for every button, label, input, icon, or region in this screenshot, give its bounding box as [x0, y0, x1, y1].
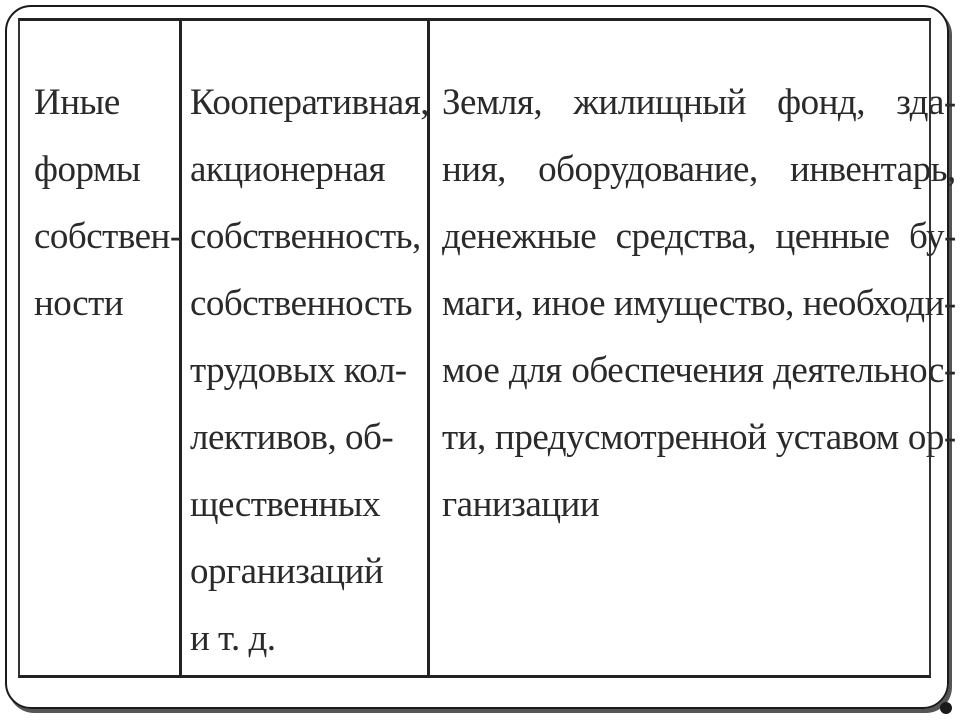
ownership-table [18, 18, 956, 678]
text-line: Иные [34, 82, 120, 123]
text-line: организаций [190, 551, 384, 592]
text-line: трудовых кол- [190, 350, 407, 391]
cell-ownership-types [182, 21, 430, 675]
cell-property-objects [430, 21, 960, 675]
text-line: ности [34, 283, 124, 324]
text-line: маги, иное имущество, необходи- [442, 283, 956, 324]
text-line: собственность [190, 283, 413, 324]
text-line: собственность, [190, 216, 421, 257]
text-line: ти, предусмотренной уставом ор- [442, 417, 956, 458]
text-line: щественных [190, 484, 381, 525]
text-line: Земля, жилищный фонд, зда- [442, 82, 956, 123]
text-line: денежные средства, ценные бу- [442, 216, 956, 257]
text-line: ния, оборудование, инвентарь, [442, 149, 956, 190]
text-line: Кооперативная, [190, 82, 429, 123]
text-line: собствен- [34, 216, 182, 257]
text-line: и т. д. [190, 618, 276, 659]
cell-ownership-form [20, 21, 182, 675]
text-line: мое для обеспечения деятельнос- [442, 350, 956, 391]
corner-dot [940, 702, 952, 714]
text-line: формы [34, 149, 141, 190]
text-line: акционерная [190, 149, 385, 190]
text-line: лективов, об- [190, 417, 394, 458]
text-line: ганизации [442, 484, 600, 525]
